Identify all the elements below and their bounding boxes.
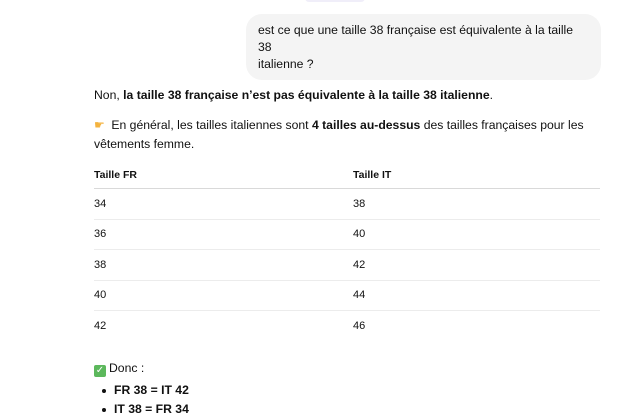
scroll-fade — [305, 0, 365, 2]
answer-intro — [94, 86, 602, 105]
table-cell-it: 42 — [353, 258, 366, 271]
table-cell-fr: 42 — [94, 319, 107, 332]
conclusion — [94, 359, 602, 378]
table-cell-fr: 34 — [94, 197, 107, 210]
table-cell-it: 44 — [353, 289, 366, 302]
user-message-line-2: italienne ? — [258, 57, 314, 71]
general-prefix: En général, les tailles italiennes sont — [111, 118, 312, 132]
conclusion-list — [94, 381, 602, 419]
intro-suffix: . — [489, 88, 494, 102]
table-cell-it: 38 — [353, 197, 366, 210]
table-header-row — [94, 162, 600, 189]
conclusion-label: Donc : — [109, 360, 145, 375]
list-item: FR 38 = IT 42 — [114, 381, 602, 400]
list-item: IT 38 = FR 34 — [114, 400, 602, 419]
table-row — [94, 189, 600, 220]
table-row — [94, 220, 600, 251]
user-message-bubble — [246, 14, 601, 80]
pointing-hand-icon: ☛ — [94, 118, 105, 132]
assistant-answer — [94, 86, 602, 419]
table-row — [94, 281, 600, 312]
table-cell-fr: 36 — [94, 228, 107, 241]
table-row — [94, 250, 600, 281]
table-cell-it: 46 — [353, 319, 366, 332]
table-header-it: Taille IT — [353, 169, 392, 181]
intro-bold: la taille 38 française n’est pas équivalente à la taille 38 italienne — [123, 88, 490, 102]
table-row — [94, 311, 600, 341]
table-header-fr: Taille FR — [94, 169, 137, 181]
user-message-line-1: est ce que une taille 38 française est équivalente à la taille 38 — [258, 23, 574, 54]
intro-prefix: Non, — [94, 88, 124, 102]
general-suffix: des tailles françaises pour les vêtements femme. — [94, 118, 584, 151]
check-mark-icon: ✓ — [95, 364, 105, 376]
general-bold: 4 tailles au-dessus — [311, 118, 421, 132]
answer-general — [94, 116, 602, 154]
table-cell-it: 40 — [353, 228, 366, 241]
size-table — [94, 162, 600, 341]
table-cell-fr: 40 — [94, 289, 107, 302]
table-cell-fr: 38 — [94, 258, 107, 271]
